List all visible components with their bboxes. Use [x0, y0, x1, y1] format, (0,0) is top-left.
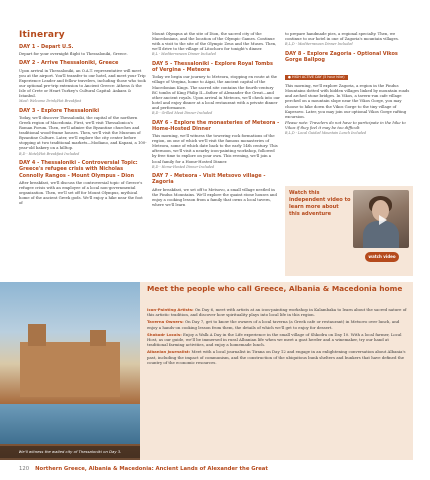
day-4-text: After breakfast, we'll discuss the controversial topic of Greece's refugee crisis with an employee of a local non-governmental organization. Then, we'll set off for Mount Olympus, mythical home of the ancient Greek gods. We'll enjoy a hike near the foot of	[19, 179, 143, 206]
meet-people-list	[147, 307, 407, 367]
play-icon[interactable]	[379, 215, 387, 225]
day-6-meal: B,D - Home-Hosted Dinner Included	[152, 164, 215, 169]
day-3-title: DAY 3 - Explore Thessaloniki	[19, 107, 100, 114]
day-2-text: Upon arrival in Thessaloniki, an O.A.T. representative will meet you at the airport. You'll transfer to our hotel, and meet your Trip Experience Leader and fellow travelers, including those who took our optional pre-trip extension to Ancient Greece: Athens & the Isle of Crete or Heart Turkey's Cultural Capital: Ankara & Istanbul.	[19, 67, 146, 98]
day-6-text: This morning, we'll witness the towering rock formations of the region, on one of which we'll visit the famous monasteries of Meteora, some of which date back to the early 14th century. This afternoon, we'll visit a nearby icon-painting workshop, followed by free time to explore on your own. This evening, we'll join a local family for a Home-Hosted Dinner.	[152, 133, 278, 164]
day-5-text: Today we begin our journey to Meteora, stopping en route at the village of Vergina, home to Aigai, the ancient capital of the Macedonian Kings. The sacred site contains the fourth-century BC tombs of King Philip II—father of Alexander the Great—and other ancient royals. Upon arrival in Meteora, we'll check into our hotel and enjoy dinner at a local restaurant with a private dinner and performance.	[152, 74, 281, 110]
day-5-meal: B,D - Grilled Meat Dinner Included	[152, 111, 213, 116]
meet-item: Shokodr Locals: Enjoy a Walk A Day in the Life experience in the small village of Shkodra on Day 10. With a local farmer, Local Host, as our guide, we'll be immersed in rural Albanian life when we meet a goat herder and a winemaker, try our hand at traditional farming activities, and enjoy a homemade lunch.	[147, 331, 402, 348]
day-8-title: DAY 8 - Explore Zagoria - Optional Vikos Gorge Ballpog	[285, 50, 398, 63]
sea-band	[0, 404, 140, 444]
walled-city-illustration	[20, 342, 120, 397]
watch-video-button[interactable]: watch video	[365, 252, 399, 262]
itinerary-column-3	[285, 30, 413, 136]
day-1-title: DAY 1 - Depart U.S.	[19, 44, 74, 50]
day-8-text: This morning, we'll explore Zagoria, a region in the Pindus Mountains dotted with hidden villages linked by mountain roads and arched stone bridges. In Vikos, a tavern-run cafe village perched on a mountain slope near the Vikos Gorge, you may choose to hike down the Vikos Gorge to the tiny village of Kapesovo. Later, you may join our optional Vikos Gorge rafting excursion.	[285, 83, 410, 119]
meet-item: Albanian Journalist: Meet with a local journalist in Tirana on Day 12 and engage in an enlightening conversation about Albania's past, including the impact of communism, and the construction of the ubiquitous bunk shelters and bunkers that have defined the country of the economic resources.	[147, 349, 406, 365]
meet-item: Taverna Owners: On Day 7, get to know the owners of a local taverna (a Greek cafe or restaurant) in Metsovo over lunch, and enjoy a hands-on cooking lesson from them, the details of which we'll get to enjoy for dessert.	[147, 319, 400, 330]
page-heading: Itinerary	[19, 30, 65, 40]
day-2-meal: Meal: Welcome Drink/Hot Breakfast	[19, 99, 82, 104]
video-promo-text: Watch this independent video to learn more about this adventure	[289, 190, 351, 217]
day-1-text: Depart for your overnight flight to Thessaloniki, Greece.	[19, 51, 128, 57]
footer-title: Northern Greece, Albania & Macedonia: Ancient Lands of Alexander the Great	[35, 466, 268, 472]
day-4-title: DAY 4 - Thessaloniki - Controversial Topic: Greece's refugee crisis with Nicholas Connolly Rangos - Mount Olympus - Dion	[19, 160, 138, 179]
itinerary-column-2	[152, 30, 280, 207]
day-3-meal: B,D - Hotel/Hot Breakfast Included	[19, 151, 80, 156]
video-promo-box	[285, 186, 413, 276]
day-6-title: DAY 6 - Explore the monasteries of Meteora - Home-Hosted Dinner	[152, 119, 280, 132]
meet-people-title: Meet the people who call Greece, Albania & Macedonia home	[147, 284, 403, 293]
day-4-meal: B,L - Mediterranean Dinner Included	[152, 52, 216, 57]
day-5-title: DAY 5 - Thessaloniki - Explore Royal Tombs of Vergina - Meteora	[152, 60, 273, 74]
photo-caption: We'll witness the walled city of Thessaloniki on Day 3.	[0, 446, 140, 458]
day-8-note: Please note: Travelers do not have to participate in the hike to Vikos if they feel it may be too difficult	[285, 119, 406, 130]
day-7-continued-text: to prepare handmade pies, a regional specialty. Then, we continue to our hotel in one of Zagoria's mountain villages.	[285, 31, 400, 42]
thessaloniki-photo	[0, 282, 140, 460]
day-7-title: DAY 7 - Meteora - Visit Metsovo village - Zagoria	[152, 173, 266, 186]
meet-item: Icon-Painting Artists: On Day 6, meet with artists at an icon-painting workshop in Kalambaka to learn about the sacred nature of this artistic tradition, and discover how spirituality plays into local life in this region.	[147, 307, 407, 318]
day-3-text: Today, we'll discover Thessaloniki, the capital of the northern Greek region of Macedonia. First, we'll visit Thessalonica's Roman Forum. Then, we'll admire the Byzantine churches and traditional wood-frame houses. Then, we'll visit the Museum of Byzantine Culture. Later, we'll explore the city center before stopping at two traditional markets—Modiano, and Kapani, a 100-year-old bakery on a hilltop.	[19, 114, 147, 151]
day-7-text: After breakfast, we set off to Metsovo, a small village nestled in the Pindus Mountains. We'll explore the quaint stone houses and enjoy a cooking lesson from a family that owns a local tavern, where we'll learn	[152, 186, 277, 207]
day-8-meal: B,L,D - Local Guided Mountain Lunch Included	[285, 131, 367, 136]
page-footer	[19, 466, 268, 472]
itinerary-column-1	[19, 30, 147, 205]
activity-level-badge: ● HIGH ACTIVE DAY (5 hour hike)	[285, 75, 348, 80]
day-4-continued-text: Mount Olympus at the site of Dion, the sacred city of the Macedonians, and the location of the Olympic Games. Continue with a visit to the site of the Olympic Zeus and the Muses. Then, we'll drive to the village of Litochoro for tonight's dinner.	[152, 31, 277, 52]
day-7-meal: B,L,D - Mediterranean Dinner Included	[285, 42, 353, 47]
page-number: 120	[19, 466, 30, 472]
day-2-title: DAY 2 - Arrive Thessaloniki, Greece	[19, 60, 119, 67]
